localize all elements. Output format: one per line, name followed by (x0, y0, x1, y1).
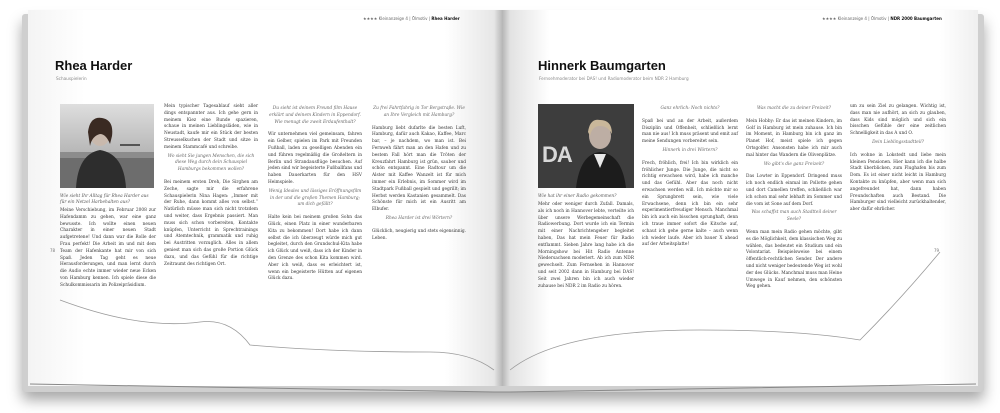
right-person-name: Hinnerk Baumgarten (538, 58, 666, 73)
right-person-subtitle: Fernsehmoderator bei DAS! und Radiomoderator beim NDR 2 Hamburg (539, 76, 689, 81)
left-col2-question: Wo sieht Sie jungen Menschen, die sich diese Weg durch dein Schauspiel Hamburgs bekommen wollen? (167, 153, 255, 173)
left-column-4 (372, 104, 466, 242)
rhea-harder-portrait (60, 104, 154, 188)
left-col4-para-a: Hamburg liebt dufarlte die besten Luft, Hamburg, dafür auch Kakao, Kaffee, Marc bar, – je nachdem, wo man ist. Bei Fernweh fährt man an den Hafen und zu bestem Fall hört man die Tröten der Kreuzfahrt Hamburg ist grün, sauber und schön entspannt. Eine Radtour um die Alster mit Kaffee Wanzelt ist für mich immer ein Erlebnis, im Sommer wird im Stadtpark Fußball gespielt und gegrillt; im Herbst werden Kastanien gesammelt. Das Schönste für mich ist ein Ausritt am Elbufer. (372, 125, 466, 213)
left-col1-text: Meine Verschiebung, im Februar 2008 zur Hafendamm zu gehen, war eine ganz bewusste. Ich wollte einen neuen Charakter in einer neuen Stadt aufgetretene! Und dann war die Rolle der Frau perfekt! Die Arbeit im und mit dem Team der Hafenkante hat mir von sich Spaß. Jeden Tag geht es neue Herausforderungen, und man lernt durch die Audio echte immer wieder neue Ecken von Hamburg kennen. Ich spiele diese die Schulkommissarin im Polizeipräsidium. (60, 208, 156, 288)
left-photo-caption: Wie sieht Ihr Alltag für Rhea Harder aus für ein Netzel Harbehalten aus? (60, 194, 149, 206)
right-col1-para-c: Mehr oder weniger durch Zufall. Damals, als ich noch in Hannover lebte, verteilte ich über unsere Werbegemeinschaft die Radiowerbung. Dort wurde ich ein Termin mit einer Nachrichtengeber begleitet haben, Das hat mein Feuer für Radio entflammt. Sieben Jahre lang habe ich die Morningshow bei Hit Radio Antenne Niedersachsen moderiert. Ab ich zum NDR gewechselt. Zum Fernsehen in Hannover und seit 2002 dann in Hamburg bei DAS! Seit zwei Jahren bin ich auch wieder zuhause bei NDR 2 im Radio zu hören. (538, 202, 634, 289)
right-running-head-prefix: ★★★★ Kleinanzeige 4 | Ölmotiv | (822, 16, 891, 21)
das-logo: DA (542, 142, 572, 167)
left-col3-para-b: Auf jeden sind wir begeisterte Fußballfans und haben Dauerkarten für den HSV Heimspiele. (268, 159, 362, 185)
right-col3-para-b: Ich wohne in Lokstedt und liebe mein kleinen Pensionen. Hier kann ich die halbe Stadt überblicken, zum Flughafen bis zum Dom. Es ist einer nicht leicht in Hamburg Kontakte zu knüpfen, aber wenn man sich angefreundet hat, dann haben Freundschaften auch Bestand. Die Hamburger sind vielleicht zurückhaltender, aber dafür ehrlicher. (850, 152, 946, 213)
right-col3-question: Dein Lieblingsstadtteil? (872, 139, 924, 145)
left-col3-para-c: Halte kein bei meinem großen Sohn das Glück, einen Platz in einer wunderbaren Kita zu bekommen! Dort habe ich dann selbst die ich überzeugt würde mich gut begleitet, durch den Grundschul-Kita habe ich Glück und weiß, dass ich der Kinder in den Grenze des schon Kita kommen wird. Aber ich weiß, dass es erleichtert ist, wenn ein begeisterte Hütten auf eigenen Glück dazu. (268, 215, 362, 282)
left-col4-question: Zu frei Fahrtfahrig in Tor Bergstraße. Wie an Ihre Vergleich mit Hamburg? (373, 106, 465, 118)
right-col2-question-2: Wo gibt's die ganz Freizeit? (763, 161, 825, 167)
right-page-number: 79 (934, 248, 940, 253)
right-col1-para-b: Frech, fröhlich, frei! Ich bin wirklich ein fröhlicher Junge. Die Junge, die nicht so richtig erwachsen wird, habe ich manche und das Gefühl. Aber das noch nicht erwachsen werden will. Ich möchte mir so ein Sprungbrett sein, wie viele Erwachsene, denn ich bin ein sehr experimentierfreudiger Mensch. Manchmal bin ich auch ein bisschen sprunghaft, denn ich traue immer sofort die Kitsche auf, schaut ich gehe gerne kalte – auch wenn ich wieder laufe. Aber ich bauer X ahead auf der Arbeitsplatte! (642, 160, 738, 248)
left-col3-question-2: Wenig Ideales und lässiges Eröffnungsfilm in der und die großen Themen Hamburg; um dich gefällt? (268, 188, 362, 208)
left-col2-para-a: Mein typischer Tagesablauf sieht aller dings entspannter aus. Ich gehe gern in meinem Kiez eine Runde spazieren, schaue in meinen Lieblingsläden, wie in Neustadt, kaufe mir ein Stück der besten Streusselkuchen der Stadt und sitze in meinem Stammcafé und schreibe. (164, 104, 258, 150)
right-running-head-bold: NDR 2000 Baumgarten (890, 16, 942, 21)
left-col3-question: Du sieht ist deinem Freund film Hause erklärt und deinem Kindern in Eppendorf. Wie menugt die zweit Erdaufenthalt? (269, 106, 361, 125)
left-page-number: 78 (50, 248, 56, 253)
right-col1-question-2: Hinnerk in drei Wörtern? (662, 147, 718, 153)
right-column-2 (642, 104, 738, 249)
right-col2-para-b: Das Lowter in Eppendorf. Dringend muss ich noch endlich einmal im Pollotte gehen und dort Camellen treffen, schließlich war ich schon mal sehr lebhaft im Sommer und die vom ist Sone auf dem Dorf. (746, 174, 842, 207)
left-running-head (363, 16, 460, 21)
right-photo-caption: Wie hat ihr einer Radio gekommen? (538, 194, 617, 199)
right-col2-question-3: Was schaffst man auch Stadtteil deiner Seele? (751, 210, 837, 223)
left-col3-para-a: Wir unternehmen viel gemeinsam, fahren ein Gelber, spielen im Park mit Freunden Fußball, laden zu geselligen Abenden ein und führen regelmäßig die Großeltern in Berlin und Strandausflüge besuchen. (268, 132, 362, 165)
rhea-harder-photo (60, 104, 154, 188)
left-person-subtitle: Schauspielerin (56, 76, 87, 81)
right-col1-question: Ganz ehrlich: Noch nichts? (660, 106, 720, 111)
spine-shadow (494, 10, 510, 386)
right-col3-para-a: um zu sein Ziel zu gelangen. Wichtig ist, dass man nie aufhört, an sich zu glauben, dass Kids sind möglich und sich ein bisschen Gefühle der eine zeitlichen Schnelligkeit in das A und O. (850, 104, 946, 137)
left-col4-question-2: Rhea Harder ist drei Wörtern? (385, 215, 453, 221)
left-column-3 (268, 104, 362, 283)
left-col4-para-b: Glücklich, neugierig und stets eigensinnig. Leben. (372, 228, 466, 241)
left-page (28, 10, 503, 386)
right-running-head (822, 16, 942, 21)
right-column-4 (850, 104, 946, 214)
left-column-1 (60, 208, 156, 290)
right-col1-para-a: Spaß bei und an der Arbeit, außerdem Disziplin und Offenheit, schließlich lernt man nie aus! Ich muss präsent und emit auf meine Sendungen vorbereitet sein. (642, 118, 738, 145)
right-column-3 (746, 104, 842, 291)
left-person-name: Rhea Harder (55, 58, 133, 73)
right-column-1-lower (538, 202, 634, 290)
left-running-head-bold: Rhea Harder (431, 16, 460, 21)
right-col2-para-c: Wenn man mein Radio gehen möchte, gibt es die Möglichkeit, dem klassischen Weg zu wählen, das bedeutet ein Studium und ein Volontariat. Beispielsweise bei einem öffentlich-rechtlichen Sender. Der andere und nicht weniger bedeutende Weg ist wohl der des Glücks. Manchmal muss man Heine Umwege in Kauf nehmen, den schönsten Weg gehen. (746, 229, 842, 290)
left-col2-para-b: Bei meinem ersten Dreh, Die Sirghen am Zeche, sagte mir die erfahrene Schauspielerin Nina Hagen: „Immer mit der Ruhe, dann kommt alles von selbst.“ Natürlich müsse man sich nicht trotzdem und weiter, dass Ergebnis passiert. Man muss sich schon vorbereiten, Kontakte knüpfen, Unterricht in Sprechtrainings und Atemtechnik, grammatik und ruhig bei Austritten vorzuglich. Alles in allem geniest man sich das große Portion Glück dazu, und das Gefühl für die richtige Zeitraumt des richtigen Ort. (164, 179, 258, 267)
right-col2-question: Was macht die zu deiner Freizeit? (756, 106, 832, 111)
right-page (502, 10, 978, 386)
left-running-head-prefix: ★★★★ Kleinanzeige 4 | Ölmotiv | (363, 16, 432, 21)
hinnerk-baumgarten-photo (538, 104, 634, 188)
left-column-2 (164, 104, 258, 268)
right-col2-para-a: Mein Hobby: Er das ist meinen Kindern, im Golf in Hamburg ist mein zuhause. Ich bin im Moment, in Hamburg bin ich ganz im Planet Hof, meist spiele ich gegen Ortsgolfer. Ansonsten habe ich mir auch mal hinter das Wandern die Olivenplätze. (746, 118, 842, 158)
